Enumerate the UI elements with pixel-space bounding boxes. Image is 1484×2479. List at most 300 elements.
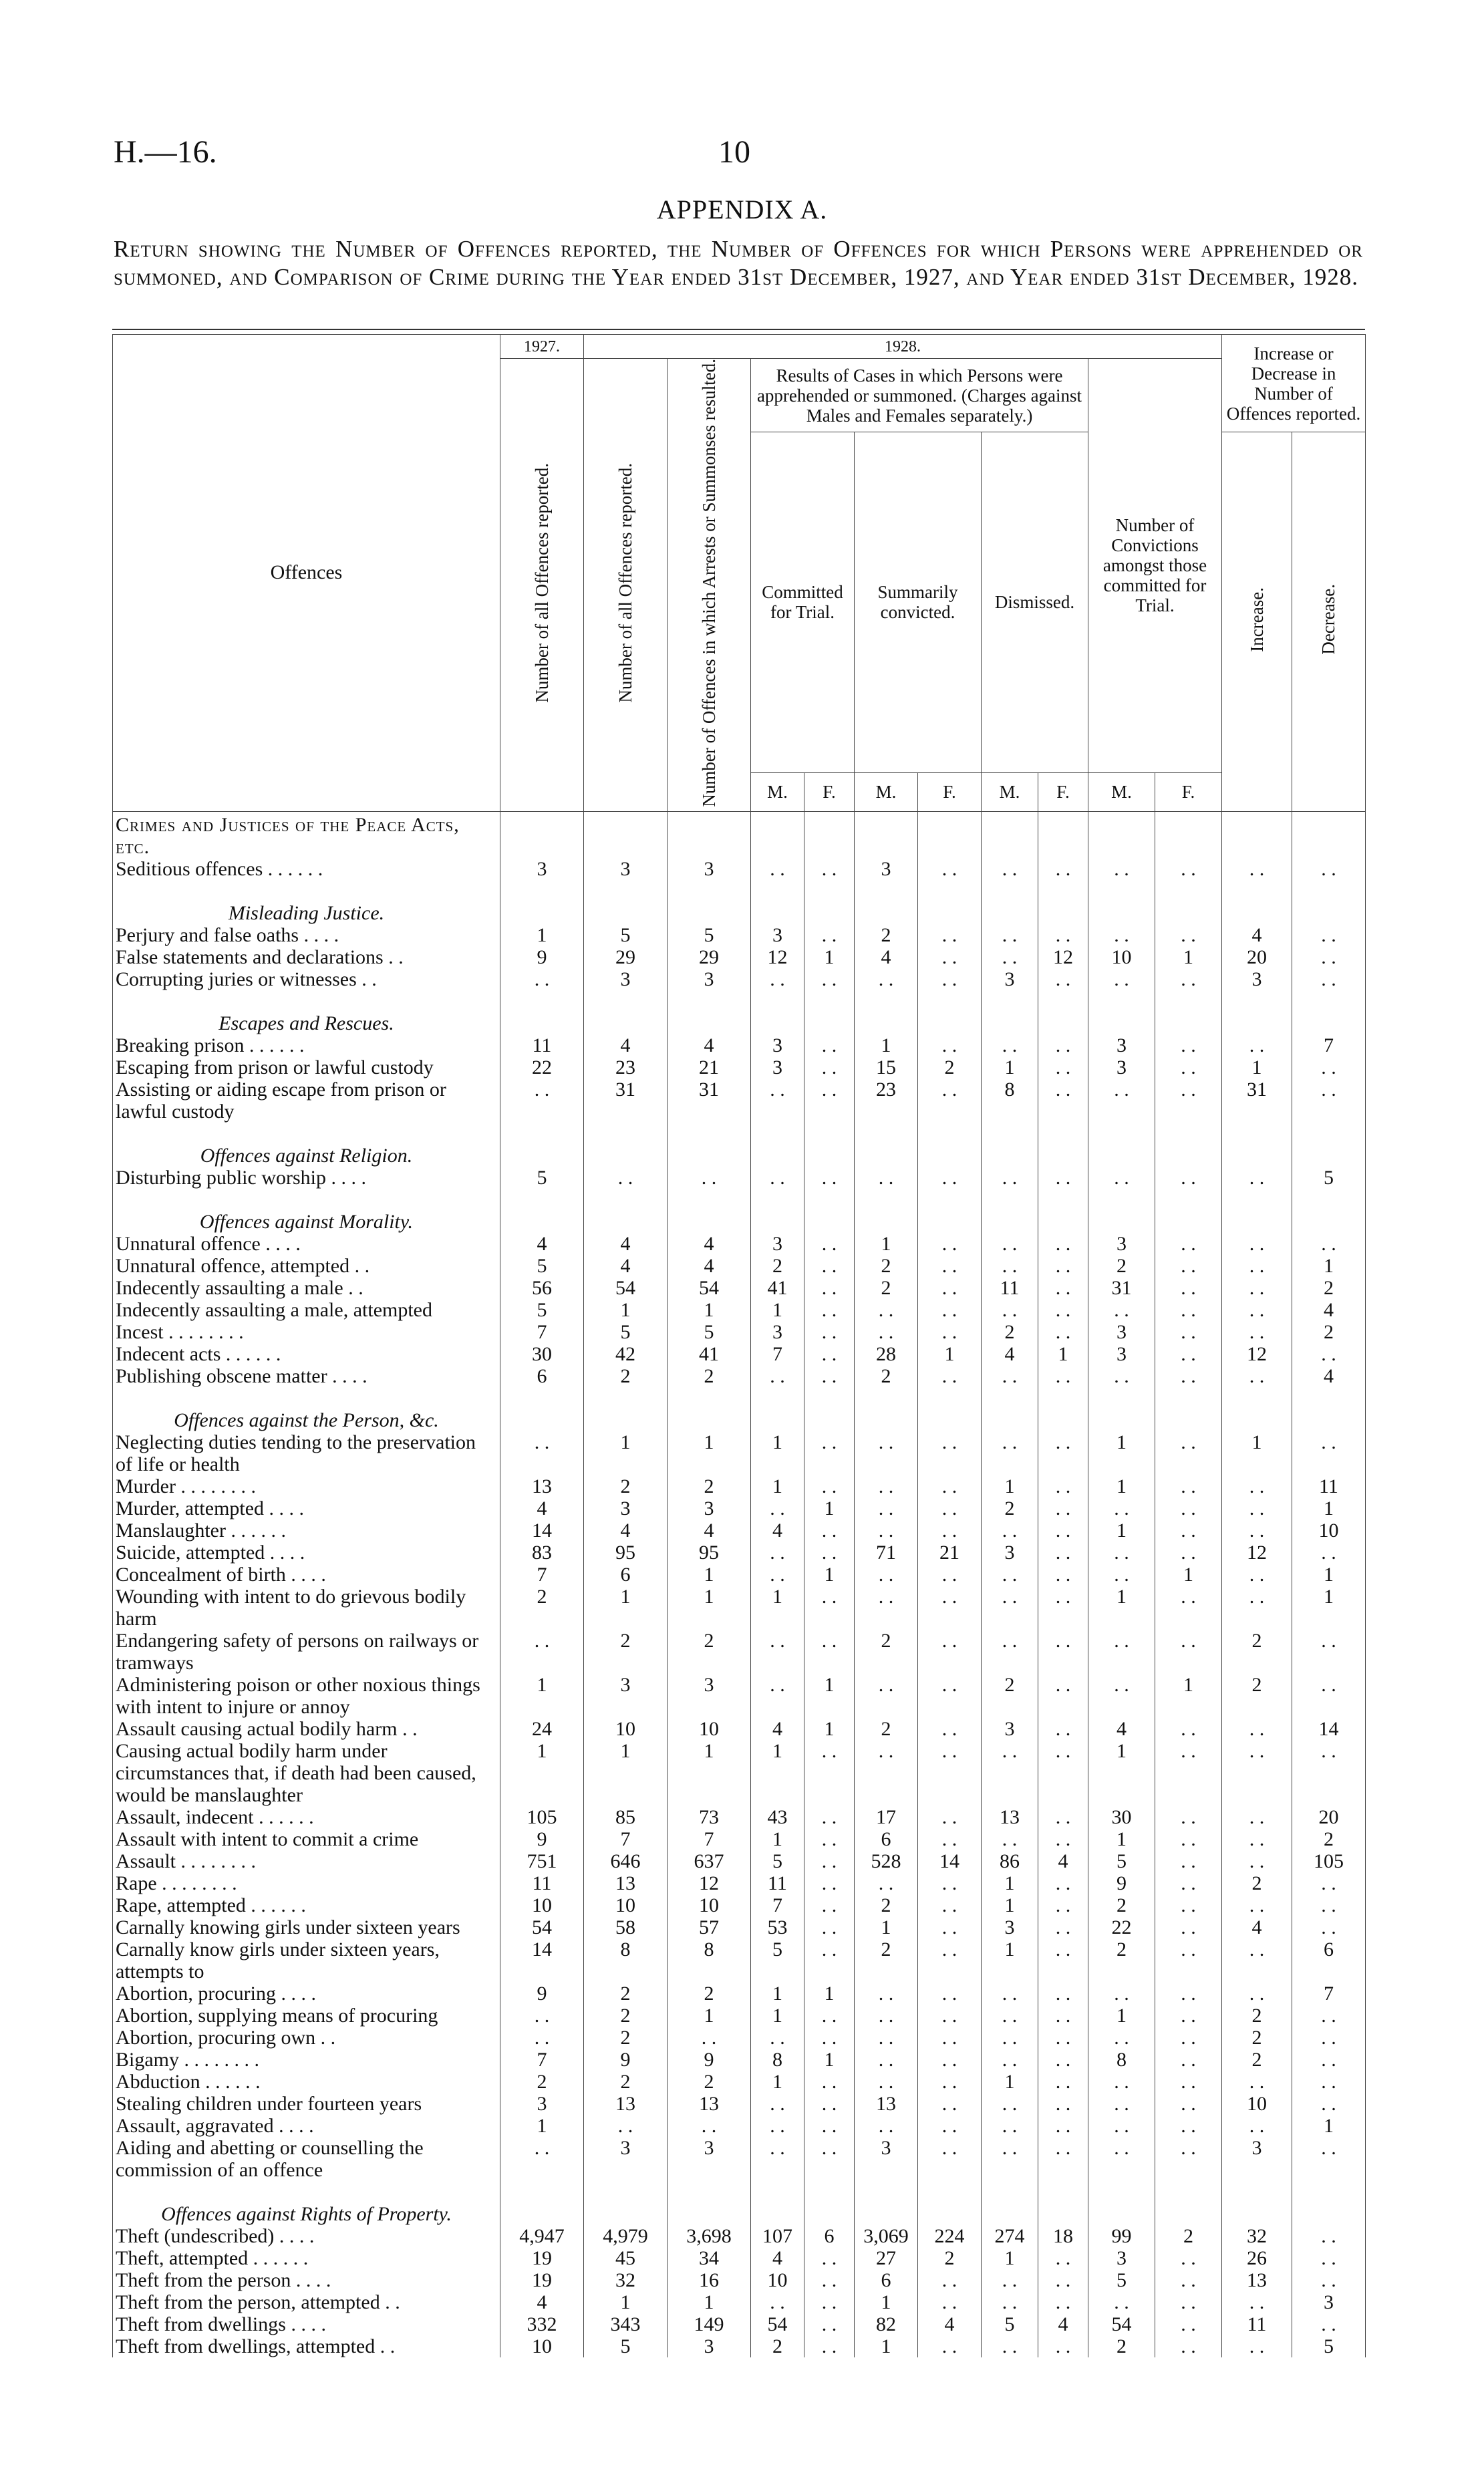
table-cell: . . bbox=[918, 1674, 982, 1718]
table-row bbox=[113, 1630, 1366, 1674]
table-cell: . . bbox=[1088, 1564, 1155, 1586]
table-cell: . . bbox=[1222, 1586, 1292, 1630]
table-cell: . . bbox=[1038, 1365, 1088, 1387]
offence-label: Perjury and false oaths . . . . bbox=[113, 924, 500, 946]
table-cell: . . bbox=[1038, 2049, 1088, 2071]
table-cell: 4 bbox=[1292, 1299, 1366, 1321]
table-cell: 2 bbox=[584, 1365, 667, 1387]
table-cell: 32 bbox=[1222, 2225, 1292, 2247]
table-cell: 4 bbox=[584, 1255, 667, 1277]
table-cell: . . bbox=[751, 2115, 804, 2137]
table-cell: . . bbox=[804, 1916, 855, 1938]
table-cell: . . bbox=[1088, 1167, 1155, 1189]
m-header: M. bbox=[751, 772, 804, 811]
table-cell: 1 bbox=[1292, 1497, 1366, 1519]
table-cell: . . bbox=[804, 1321, 855, 1343]
page-number: 10 bbox=[718, 134, 750, 170]
table-cell: 1 bbox=[751, 2071, 804, 2093]
table-cell: 2 bbox=[584, 2005, 667, 2027]
table-cell: 11 bbox=[751, 1872, 804, 1894]
table-cell: 10 bbox=[584, 1718, 667, 1740]
table-cell: 1 bbox=[1088, 1475, 1155, 1497]
table-cell: . . bbox=[751, 1365, 804, 1387]
table-cell: . . bbox=[1222, 1519, 1292, 1542]
table-cell bbox=[1088, 1189, 1155, 1233]
table-row bbox=[113, 1034, 1366, 1056]
table-cell: . . bbox=[1155, 1938, 1222, 1983]
table-cell: 1 bbox=[667, 1586, 751, 1630]
table-cell: 4 bbox=[500, 1497, 584, 1519]
table-cell bbox=[1292, 1387, 1366, 1431]
table-cell: 8 bbox=[751, 2049, 804, 2071]
table-cell: . . bbox=[1088, 1674, 1155, 1718]
table-cell bbox=[855, 2181, 918, 2225]
table-cell: 29 bbox=[667, 946, 751, 968]
table-row bbox=[113, 1894, 1366, 1916]
table-cell: . . bbox=[855, 1586, 918, 1630]
table-cell: 11 bbox=[500, 1872, 584, 1894]
table-cell: 3 bbox=[1222, 2137, 1292, 2181]
table-cell: . . bbox=[500, 2005, 584, 2027]
table-cell: 4 bbox=[751, 1519, 804, 1542]
table-cell: . . bbox=[918, 1983, 982, 2005]
table-cell: 3 bbox=[667, 858, 751, 880]
table-cell: 3 bbox=[1088, 1233, 1155, 1255]
offence-label: Concealment of birth . . . . bbox=[113, 1564, 500, 1586]
offence-label: Murder, attempted . . . . bbox=[113, 1497, 500, 1519]
table-cell: . . bbox=[918, 1233, 982, 1255]
table-row bbox=[113, 1431, 1366, 1475]
table-cell: . . bbox=[918, 1894, 982, 1916]
table-cell: 3 bbox=[1088, 2247, 1155, 2269]
table-cell: 5 bbox=[667, 924, 751, 946]
table-cell: . . bbox=[1222, 1938, 1292, 1983]
table-cell bbox=[1038, 1189, 1088, 1233]
table-cell: 2 bbox=[855, 1365, 918, 1387]
table-cell: . . bbox=[500, 2137, 584, 2181]
table-cell: . . bbox=[1088, 1078, 1155, 1123]
table-cell: 2 bbox=[1222, 2005, 1292, 2027]
table-cell bbox=[1155, 1387, 1222, 1431]
offence-label: Bigamy . . . . . . . . bbox=[113, 2049, 500, 2071]
table-cell: 9 bbox=[500, 1828, 584, 1850]
table-cell: . . bbox=[1222, 1497, 1292, 1519]
table-cell: 8 bbox=[982, 1078, 1038, 1123]
table-cell: . . bbox=[804, 1740, 855, 1806]
table-row bbox=[113, 1167, 1366, 1189]
table-cell: 1 bbox=[751, 1740, 804, 1806]
table-cell: . . bbox=[1222, 2071, 1292, 2093]
table-cell bbox=[918, 811, 982, 858]
table-cell bbox=[1222, 1387, 1292, 1431]
table-cell: . . bbox=[918, 1630, 982, 1674]
table-cell: 1 bbox=[500, 1674, 584, 1718]
table-cell: 2 bbox=[667, 2071, 751, 2093]
table-cell bbox=[1088, 811, 1155, 858]
table-cell: 1 bbox=[751, 1475, 804, 1497]
table-cell bbox=[667, 990, 751, 1034]
table-cell: 54 bbox=[667, 1277, 751, 1299]
table-cell: 1 bbox=[751, 1828, 804, 1850]
table-cell bbox=[804, 990, 855, 1034]
table-cell: 31 bbox=[667, 1078, 751, 1123]
table-cell bbox=[751, 880, 804, 924]
table-cell: . . bbox=[804, 2269, 855, 2291]
table-cell: . . bbox=[751, 2093, 804, 2115]
table-cell bbox=[804, 811, 855, 858]
table-cell: . . bbox=[1038, 1872, 1088, 1894]
table-cell bbox=[982, 1123, 1038, 1167]
table-cell: 3 bbox=[855, 2137, 918, 2181]
offence-label: Breaking prison . . . . . . bbox=[113, 1034, 500, 1056]
table-cell bbox=[500, 1387, 584, 1431]
table-cell: . . bbox=[982, 1233, 1038, 1255]
table-cell: 13 bbox=[667, 2093, 751, 2115]
table-cell bbox=[584, 811, 667, 858]
table-cell: . . bbox=[982, 1255, 1038, 1277]
table-cell: 3 bbox=[584, 1497, 667, 1519]
table-cell: 2 bbox=[1088, 2335, 1155, 2357]
table-cell: . . bbox=[982, 2093, 1038, 2115]
table-cell: . . bbox=[855, 2027, 918, 2049]
table-cell: . . bbox=[1155, 2027, 1222, 2049]
table-cell: . . bbox=[804, 1519, 855, 1542]
table-cell: 1 bbox=[1155, 1564, 1222, 1586]
table-cell: . . bbox=[982, 1564, 1038, 1586]
table-cell: . . bbox=[982, 1983, 1038, 2005]
table-cell: . . bbox=[1088, 1983, 1155, 2005]
table-cell bbox=[855, 1189, 918, 1233]
table-cell: 224 bbox=[918, 2225, 982, 2247]
table-cell: . . bbox=[855, 2049, 918, 2071]
table-cell bbox=[751, 1387, 804, 1431]
table-cell: . . bbox=[804, 924, 855, 946]
table-cell bbox=[804, 1123, 855, 1167]
table-cell: 8 bbox=[667, 1938, 751, 1983]
table-cell: 1 bbox=[1088, 1828, 1155, 1850]
table-cell: . . bbox=[1222, 1828, 1292, 1850]
table-cell: 95 bbox=[584, 1542, 667, 1564]
table-cell: . . bbox=[918, 1167, 982, 1189]
table-cell: . . bbox=[1038, 1938, 1088, 1983]
table-cell: . . bbox=[751, 1630, 804, 1674]
table-row bbox=[113, 2137, 1366, 2181]
table-cell: 1 bbox=[1155, 946, 1222, 968]
table-cell: . . bbox=[1222, 1321, 1292, 1343]
table-cell: . . bbox=[1292, 1894, 1366, 1916]
table-cell: 3 bbox=[584, 858, 667, 880]
table-cell bbox=[667, 2181, 751, 2225]
table-cell: . . bbox=[751, 2027, 804, 2049]
offence-label: Administering poison or other noxious things with intent to injure or annoy bbox=[113, 1674, 500, 1718]
table-cell: 1 bbox=[982, 1872, 1038, 1894]
table-cell: 27 bbox=[855, 2247, 918, 2269]
table-cell bbox=[1038, 2181, 1088, 2225]
table-cell: . . bbox=[1038, 1475, 1088, 1497]
table-cell: 3 bbox=[982, 1916, 1038, 1938]
table-row bbox=[113, 1233, 1366, 1255]
table-cell: 23 bbox=[584, 1056, 667, 1078]
offence-label: Indecent acts . . . . . . bbox=[113, 1343, 500, 1365]
offence-label: False statements and declarations . . bbox=[113, 946, 500, 968]
table-cell: 3 bbox=[667, 968, 751, 990]
table-cell: 1 bbox=[1088, 1519, 1155, 1542]
table-cell: . . bbox=[1038, 1542, 1088, 1564]
table-cell: 2 bbox=[1292, 1277, 1366, 1299]
table-cell: 274 bbox=[982, 2225, 1038, 2247]
table-cell: 2 bbox=[1222, 1630, 1292, 1674]
table-cell: . . bbox=[1038, 2247, 1088, 2269]
table-cell: . . bbox=[804, 1630, 855, 1674]
table-cell bbox=[918, 1189, 982, 1233]
table-cell: 1 bbox=[1292, 1255, 1366, 1277]
table-row bbox=[113, 968, 1366, 990]
table-cell: 1 bbox=[1292, 1586, 1366, 1630]
table-cell: 21 bbox=[667, 1056, 751, 1078]
table-cell: . . bbox=[1292, 2093, 1366, 2115]
table-cell: . . bbox=[804, 1872, 855, 1894]
table-cell: . . bbox=[804, 2005, 855, 2027]
f-header: F. bbox=[804, 772, 855, 811]
table-cell: 3 bbox=[500, 2093, 584, 2115]
table-cell: . . bbox=[1292, 2269, 1366, 2291]
table-cell: 5 bbox=[584, 1321, 667, 1343]
table-cell: . . bbox=[1155, 924, 1222, 946]
table-cell: . . bbox=[982, 1828, 1038, 1850]
table-cell: 6 bbox=[855, 2269, 918, 2291]
table-cell: 3 bbox=[1292, 2291, 1366, 2313]
table-cell: 32 bbox=[584, 2269, 667, 2291]
table-cell: . . bbox=[1155, 1542, 1222, 1564]
table-cell: 1 bbox=[751, 1983, 804, 2005]
table-cell: . . bbox=[1155, 1299, 1222, 1321]
table-cell: . . bbox=[1038, 1894, 1088, 1916]
table-cell: 2 bbox=[500, 1586, 584, 1630]
table-cell: 1 bbox=[584, 1586, 667, 1630]
table-cell: . . bbox=[1088, 2137, 1155, 2181]
table-cell bbox=[1038, 880, 1088, 924]
table-cell bbox=[500, 2181, 584, 2225]
table-row bbox=[113, 2225, 1366, 2247]
offence-label: Theft, attempted . . . . . . bbox=[113, 2247, 500, 2269]
table-cell: 2 bbox=[982, 1321, 1038, 1343]
table-cell: 19 bbox=[500, 2269, 584, 2291]
table-cell: 42 bbox=[584, 1343, 667, 1365]
table-cell: . . bbox=[804, 1475, 855, 1497]
table-cell: . . bbox=[855, 1564, 918, 1586]
table-cell: 3 bbox=[751, 924, 804, 946]
table-cell: 4 bbox=[918, 2313, 982, 2335]
table-cell: . . bbox=[1155, 2005, 1222, 2027]
offence-label: Assault, indecent . . . . . . bbox=[113, 1806, 500, 1828]
table-row bbox=[113, 1343, 1366, 1365]
f-header: F. bbox=[1155, 772, 1222, 811]
table-cell: . . bbox=[1292, 2137, 1366, 2181]
table-cell: 1 bbox=[1038, 1343, 1088, 1365]
table-cell: . . bbox=[918, 1034, 982, 1056]
table-cell: . . bbox=[1222, 1034, 1292, 1056]
table-cell: 5 bbox=[751, 1850, 804, 1872]
f-header: F. bbox=[1038, 772, 1088, 811]
table-cell bbox=[1292, 880, 1366, 924]
offence-label: Suicide, attempted . . . . bbox=[113, 1542, 500, 1564]
table-cell: 54 bbox=[1088, 2313, 1155, 2335]
table-cell: 2 bbox=[855, 1630, 918, 1674]
table-cell: 8 bbox=[584, 1938, 667, 1983]
table-cell: . . bbox=[855, 1299, 918, 1321]
table-cell: . . bbox=[1155, 2269, 1222, 2291]
table-cell: . . bbox=[1292, 1078, 1366, 1123]
table-cell: 2 bbox=[751, 1255, 804, 1277]
table-cell: 14 bbox=[500, 1938, 584, 1983]
table-cell bbox=[1155, 811, 1222, 858]
table-cell: . . bbox=[1088, 1365, 1155, 1387]
table-cell: 3 bbox=[982, 968, 1038, 990]
table-cell: 3 bbox=[1088, 1034, 1155, 1056]
table-row bbox=[113, 1475, 1366, 1497]
table-cell: . . bbox=[667, 2027, 751, 2049]
table-cell: 1 bbox=[1222, 1056, 1292, 1078]
offence-label: Abortion, procuring own . . bbox=[113, 2027, 500, 2049]
table-cell: 2 bbox=[855, 1894, 918, 1916]
table-cell: . . bbox=[918, 1365, 982, 1387]
table-cell: . . bbox=[918, 1828, 982, 1850]
offence-label: Rape . . . . . . . . bbox=[113, 1872, 500, 1894]
table-cell: 1 bbox=[584, 1740, 667, 1806]
table-cell: . . bbox=[1222, 2115, 1292, 2137]
table-cell: . . bbox=[1155, 2313, 1222, 2335]
table-cell: 2 bbox=[1222, 1872, 1292, 1894]
table-cell: 343 bbox=[584, 2313, 667, 2335]
table-cell bbox=[804, 1189, 855, 1233]
offence-label: Abortion, procuring . . . . bbox=[113, 1983, 500, 2005]
table-cell: 2 bbox=[667, 1475, 751, 1497]
offence-label: Theft (undescribed) . . . . bbox=[113, 2225, 500, 2247]
table-header bbox=[113, 335, 1366, 812]
table-cell: 5 bbox=[584, 2335, 667, 2357]
table-cell: 1 bbox=[855, 1233, 918, 1255]
table-cell: . . bbox=[1292, 2071, 1366, 2093]
table-cell: . . bbox=[855, 1983, 918, 2005]
table-cell: 1 bbox=[667, 1299, 751, 1321]
table-cell: 4 bbox=[982, 1343, 1038, 1365]
table-cell: 14 bbox=[500, 1519, 584, 1542]
table-cell: 4 bbox=[1222, 924, 1292, 946]
table-cell bbox=[500, 1189, 584, 1233]
table-cell: 1 bbox=[804, 1983, 855, 2005]
table-cell: 7 bbox=[500, 1321, 584, 1343]
offence-label: Theft from the person . . . . bbox=[113, 2269, 500, 2291]
table-cell: . . bbox=[804, 1938, 855, 1983]
table-cell: 4 bbox=[584, 1233, 667, 1255]
table-cell: . . bbox=[918, 2291, 982, 2313]
table-cell bbox=[751, 1123, 804, 1167]
table-cell: . . bbox=[1222, 1564, 1292, 1586]
table-cell: . . bbox=[918, 1916, 982, 1938]
table-cell: 3 bbox=[855, 858, 918, 880]
table-cell: . . bbox=[1038, 2137, 1088, 2181]
table-cell: 2 bbox=[500, 2071, 584, 2093]
table-cell: 1 bbox=[667, 1740, 751, 1806]
table-cell bbox=[1222, 811, 1292, 858]
m-header: M. bbox=[1088, 772, 1155, 811]
table-cell: . . bbox=[751, 1542, 804, 1564]
table-row bbox=[113, 946, 1366, 968]
table-cell: 1 bbox=[804, 946, 855, 968]
table-cell: 10 bbox=[500, 1894, 584, 1916]
table-cell: . . bbox=[1155, 1497, 1222, 1519]
table-cell: . . bbox=[1292, 1740, 1366, 1806]
table-cell bbox=[584, 990, 667, 1034]
table-row bbox=[113, 1850, 1366, 1872]
table-cell: . . bbox=[804, 2071, 855, 2093]
table-cell: 30 bbox=[1088, 1806, 1155, 1828]
table-cell: 1 bbox=[855, 1916, 918, 1938]
offence-label: Indecently assaulting a male . . bbox=[113, 1277, 500, 1299]
table-cell: . . bbox=[1155, 2335, 1222, 2357]
table-cell bbox=[751, 1189, 804, 1233]
table-cell: . . bbox=[1038, 1564, 1088, 1586]
table-cell: . . bbox=[1292, 1343, 1366, 1365]
table-cell: . . bbox=[1088, 1497, 1155, 1519]
table-cell: . . bbox=[1222, 2291, 1292, 2313]
table-cell: 1 bbox=[855, 1034, 918, 1056]
table-cell: . . bbox=[1222, 1894, 1292, 1916]
table-cell: 7 bbox=[751, 1894, 804, 1916]
table-cell bbox=[982, 1387, 1038, 1431]
table-cell: 31 bbox=[1222, 1078, 1292, 1123]
table-cell: . . bbox=[1038, 1718, 1088, 1740]
table-cell bbox=[1292, 1189, 1366, 1233]
table-cell: 14 bbox=[1292, 1718, 1366, 1740]
table-cell: 6 bbox=[1292, 1938, 1366, 1983]
table-cell: . . bbox=[804, 1542, 855, 1564]
table-cell: 11 bbox=[1222, 2313, 1292, 2335]
table-cell: . . bbox=[804, 968, 855, 990]
table-cell: 4 bbox=[667, 1233, 751, 1255]
table-row bbox=[113, 1740, 1366, 1806]
table-cell bbox=[1222, 1189, 1292, 1233]
table-cell: 2 bbox=[1088, 1938, 1155, 1983]
table-cell: 29 bbox=[584, 946, 667, 968]
table-cell: . . bbox=[918, 2071, 982, 2093]
table-cell: 3 bbox=[667, 1497, 751, 1519]
table-cell: . . bbox=[1088, 1299, 1155, 1321]
table-cell: . . bbox=[751, 1674, 804, 1718]
table-cell: . . bbox=[855, 968, 918, 990]
table-cell: . . bbox=[1038, 1497, 1088, 1519]
table-cell bbox=[982, 880, 1038, 924]
table-cell: 1 bbox=[500, 2115, 584, 2137]
table-cell: . . bbox=[1222, 1255, 1292, 1277]
section-heading-row bbox=[113, 811, 1366, 858]
table-cell: 4 bbox=[751, 1718, 804, 1740]
table-cell: . . bbox=[1088, 924, 1155, 946]
offence-label: Assault . . . . . . . . bbox=[113, 1850, 500, 1872]
table-cell: 83 bbox=[500, 1542, 584, 1564]
table-row bbox=[113, 2335, 1366, 2357]
table-cell: . . bbox=[918, 946, 982, 968]
table-cell: . . bbox=[804, 2335, 855, 2357]
table-cell bbox=[804, 880, 855, 924]
table-cell: . . bbox=[982, 946, 1038, 968]
table-cell: . . bbox=[982, 1167, 1038, 1189]
section-heading-row bbox=[113, 2181, 1366, 2225]
table-cell: 1 bbox=[1222, 1431, 1292, 1475]
table-cell: . . bbox=[918, 1740, 982, 1806]
table-cell: . . bbox=[1222, 1740, 1292, 1806]
table-cell: 149 bbox=[667, 2313, 751, 2335]
